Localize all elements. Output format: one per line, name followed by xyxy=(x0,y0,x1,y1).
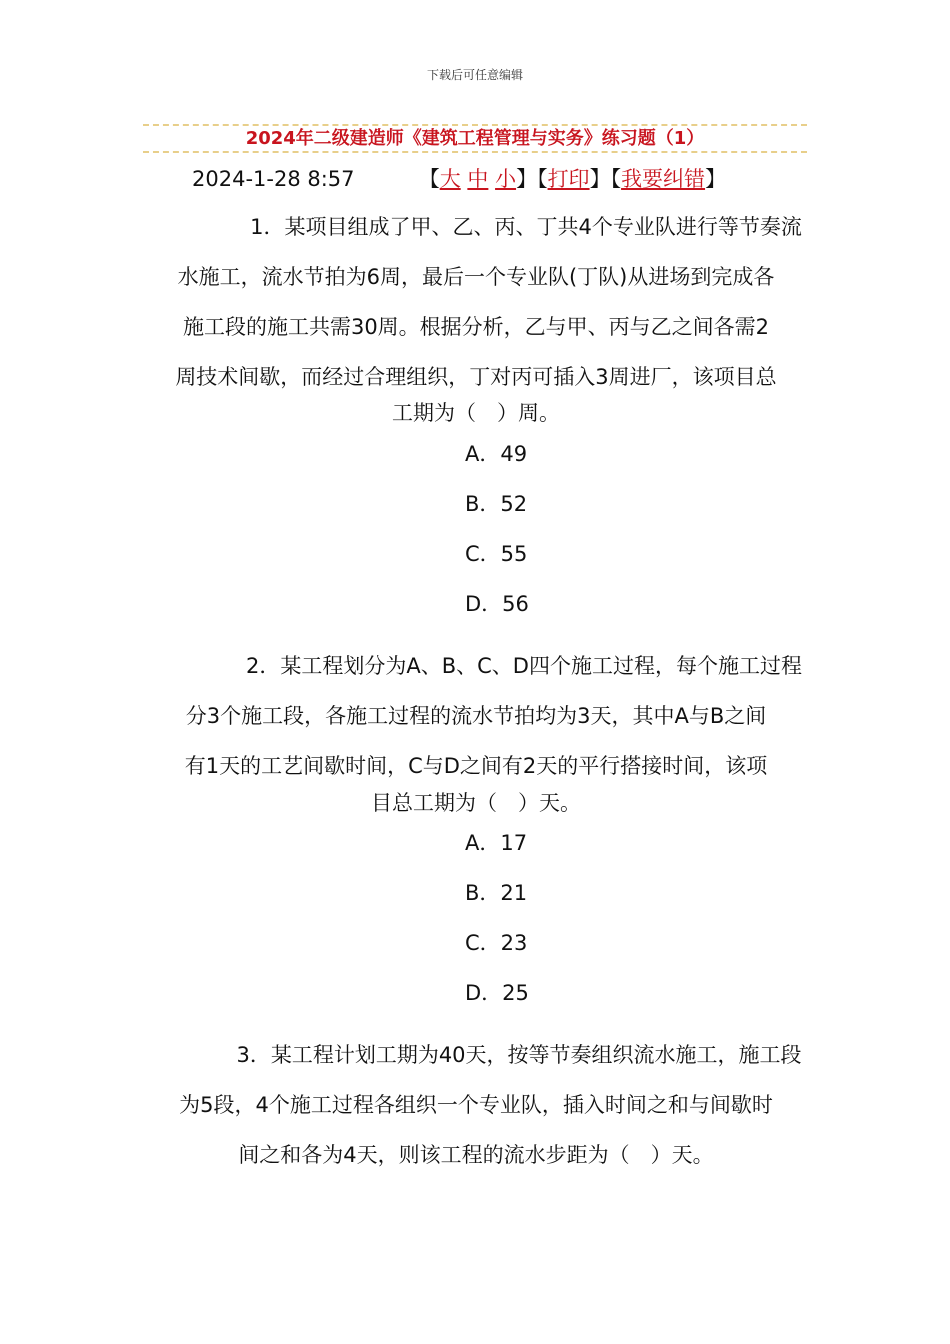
print-link[interactable]: 打印 xyxy=(547,167,590,191)
font-small-link[interactable]: 小 xyxy=(495,167,517,191)
option-d: D．56 xyxy=(465,592,529,616)
option-b: B．21 xyxy=(465,881,528,905)
font-medium-link[interactable]: 中 xyxy=(467,167,489,191)
bracket-close: 】 xyxy=(589,167,611,191)
option-d: D．25 xyxy=(465,981,529,1005)
option-c: C．23 xyxy=(465,931,528,955)
header-note: 下载后可任意编辑 xyxy=(426,68,523,82)
option-c: C．55 xyxy=(465,542,528,566)
bracket-open: 【 xyxy=(610,167,622,191)
option-a: A．49 xyxy=(465,442,528,466)
question-text-line: 为5段，4个施工过程各组织一个专业队，插入时间之和与间歇时 xyxy=(179,1093,773,1117)
option-b: B．52 xyxy=(465,492,528,516)
question-text-line: 周技术间歇，而经过合理组织，丁对丙可插入3周进厂，该项目总 xyxy=(175,365,777,389)
question-text-line: 水施工，流水节拍为6周，最后一个专业队(丁队)从进场到完成各 xyxy=(177,265,775,289)
question-text-line: 2．某工程划分为A、B、C、D四个施工过程，每个施工过程 xyxy=(246,654,802,678)
title-band xyxy=(143,124,807,153)
question-text-line: 分3个施工段，各施工过程的流水节拍均为3天，其中A与B之间 xyxy=(185,704,767,728)
bracket-close: 】 xyxy=(516,167,538,191)
bracket-open: 【 xyxy=(537,167,548,191)
post-date: 2024-1-28 8:57 xyxy=(192,167,355,191)
question-text-line: 3．某工程计划工期为40天，按等节奏组织流水施工，施工段 xyxy=(236,1043,802,1067)
bracket-open: 【 xyxy=(418,167,440,191)
question-text-line: 目总工期为（ ）天。 xyxy=(371,791,581,815)
option-a: A．17 xyxy=(465,831,528,855)
font-large-link[interactable]: 大 xyxy=(439,167,461,191)
bracket-close: 】 xyxy=(705,167,727,191)
meta-line xyxy=(192,163,726,193)
question-text-line: 有1天的工艺间歇时间，C与D之间有2天的平行搭接时间，该项 xyxy=(184,754,768,778)
question-text-line: 1．某项目组成了甲、乙、丙、丁共4个专业队进行等节奏流 xyxy=(250,215,802,239)
report-error-link[interactable]: 我要纠错 xyxy=(621,167,706,191)
page-title: 2024年二级建造师《建筑工程管理与实务》练习题（1） xyxy=(245,128,705,149)
question-text-line: 间之和各为4天，则该工程的流水步距为（ ）天。 xyxy=(238,1143,714,1167)
question-text-line: 施工段的施工共需30周。根据分析，乙与甲、丙与乙之间各需2 xyxy=(182,315,770,339)
question-text-line: 工期为（ ）周。 xyxy=(392,401,560,425)
